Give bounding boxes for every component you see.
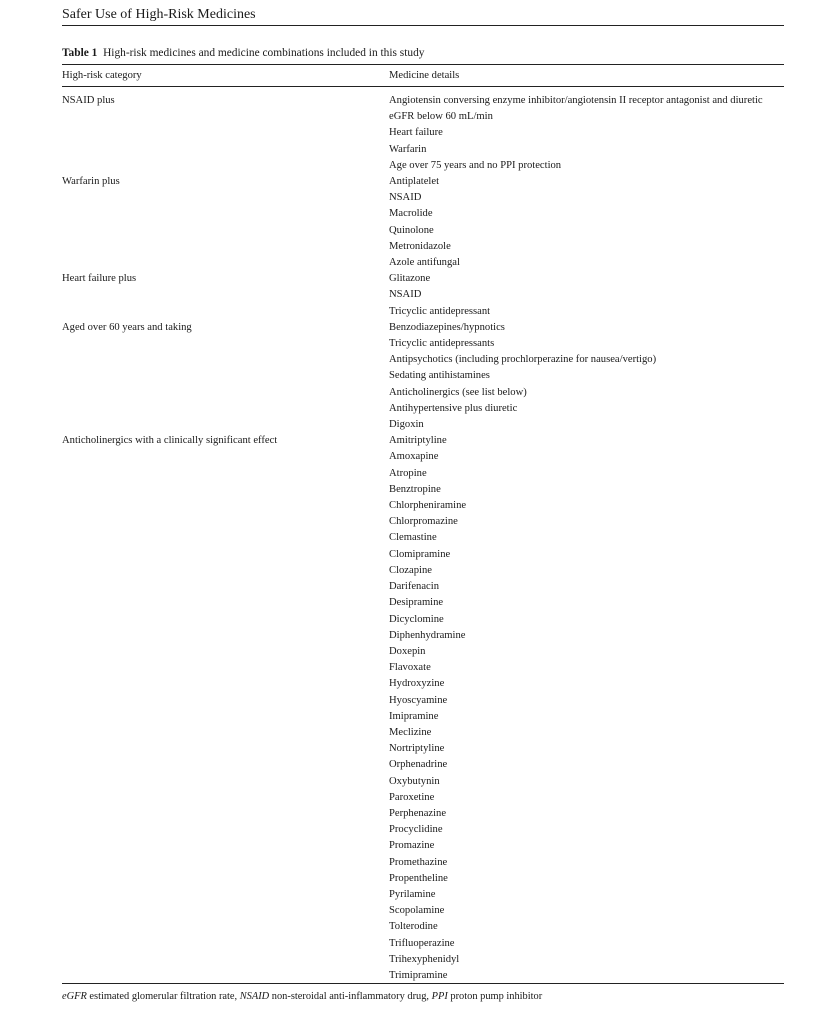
footnote-abbreviation: PPI xyxy=(431,991,448,1002)
medicine-detail: Pyrilamine xyxy=(389,888,436,900)
medicine-detail: Nortriptyline xyxy=(389,743,445,755)
column-header-details: Medicine details xyxy=(389,70,460,81)
table-caption-text: High-risk medicines and medicine combinations included in this study xyxy=(103,47,425,59)
footnote-abbreviation: NSAID xyxy=(239,991,270,1002)
table-body xyxy=(62,93,784,984)
medicine-detail: Trimipramine xyxy=(389,969,448,981)
medicine-detail: Age over 75 years and no PPI protection xyxy=(389,159,562,171)
table-row xyxy=(62,174,784,271)
medicine-detail: Azole antifungal xyxy=(389,257,460,269)
medicine-detail: Trifluoperazine xyxy=(389,937,455,949)
medicine-detail: Sedating antihistamines xyxy=(389,370,490,382)
medicine-detail: Antihypertensive plus diuretic xyxy=(389,402,518,414)
medicine-detail: Hyoscyamine xyxy=(389,694,448,706)
footnote-abbreviation: eGFR xyxy=(62,991,87,1002)
details-cell xyxy=(389,174,784,271)
table-row xyxy=(62,271,784,320)
header-rule xyxy=(62,25,784,26)
medicine-detail: Trihexyphenidyl xyxy=(389,953,460,965)
medicine-detail: Imipramine xyxy=(389,710,439,722)
running-head: Safer Use of High-Risk Medicines xyxy=(62,7,256,22)
medicine-detail: Scopolamine xyxy=(389,905,445,917)
medicine-detail: Antiplatelet xyxy=(389,176,440,188)
medicine-detail: Warfarin xyxy=(389,143,427,155)
medicine-detail: Desipramine xyxy=(389,597,444,609)
details-cell xyxy=(389,433,784,984)
medicine-detail: Promethazine xyxy=(389,856,448,868)
medicine-detail: Clozapine xyxy=(389,564,432,576)
table-bottom-rule xyxy=(62,983,784,984)
medicine-detail: Clemastine xyxy=(389,532,437,544)
category-cell: Warfarin plus xyxy=(62,176,120,188)
medicine-detail: Promazine xyxy=(389,840,435,852)
footnote-definition: non-steroidal anti-inflammatory drug, xyxy=(269,991,432,1002)
category-cell: NSAID plus xyxy=(62,95,115,106)
medicine-detail: Anticholinergics (see list below) xyxy=(389,386,527,398)
medicine-detail: Tricyclic antidepressants xyxy=(389,338,495,350)
medicine-detail: NSAID xyxy=(389,289,422,301)
medicine-detail: Benztropine xyxy=(389,483,441,495)
medicine-detail: Angiotensin conversing enzyme inhibitor/angiotensin II receptor antagonist and diuretic xyxy=(389,95,763,106)
medicine-detail: Chlorpheniramine xyxy=(389,500,467,512)
column-header-category: High-risk category xyxy=(62,70,142,81)
medicine-detail: Atropine xyxy=(389,467,427,479)
medicine-detail: Heart failure xyxy=(389,127,443,139)
table-row xyxy=(62,93,784,174)
table-caption xyxy=(62,46,782,60)
medicine-detail: Digoxin xyxy=(389,419,424,431)
footnote-definition: proton pump inhibitor xyxy=(447,991,543,1002)
medicine-detail: Metronidazole xyxy=(389,240,451,252)
footnote-definition: estimated glomerular filtration rate, xyxy=(86,991,240,1002)
medicine-detail: Tolterodine xyxy=(389,921,438,933)
medicine-detail: Flavoxate xyxy=(389,662,431,674)
table-top-rule xyxy=(62,64,784,65)
medicine-detail: eGFR below 60 mL/min xyxy=(389,111,493,123)
table-row xyxy=(62,320,784,433)
medicine-detail: Procyclidine xyxy=(389,824,443,836)
medicine-detail: Antipsychotics (including prochlorperazine for nausea/vertigo) xyxy=(389,354,657,366)
medicine-detail: Paroxetine xyxy=(389,791,435,803)
category-cell: Aged over 60 years and taking xyxy=(62,321,192,333)
medicine-detail: Perphenazine xyxy=(389,807,447,819)
medicine-detail: Clomipramine xyxy=(389,548,451,560)
medicine-detail: Darifenacin xyxy=(389,581,439,593)
medicine-detail: Macrolide xyxy=(389,208,433,220)
medicine-detail: Diphenhydramine xyxy=(389,629,466,641)
category-cell: Anticholinergics with a clinically significant effect xyxy=(62,435,278,447)
medicine-detail: Benzodiazepines/hypnotics xyxy=(389,321,505,333)
medicine-detail: Propentheline xyxy=(389,872,448,884)
details-cell xyxy=(389,271,784,320)
table-row xyxy=(62,433,784,984)
medicine-detail: Chlorpromazine xyxy=(389,516,458,528)
table-header-rule xyxy=(62,86,784,87)
details-cell xyxy=(389,320,784,433)
medicine-detail: Orphenadrine xyxy=(389,759,448,771)
medicine-detail: Hydroxyzine xyxy=(389,678,445,690)
medicine-detail: NSAID xyxy=(389,192,422,204)
details-cell xyxy=(389,93,784,174)
medicine-detail: Tricyclic antidepressant xyxy=(389,305,491,317)
medicine-detail: Glitazone xyxy=(389,273,431,285)
medicine-detail: Doxepin xyxy=(389,645,426,657)
category-cell: Heart failure plus xyxy=(62,273,137,285)
medicine-detail: Quinolone xyxy=(389,224,434,236)
table-footnote xyxy=(62,990,784,1003)
medicine-detail: Meclizine xyxy=(389,726,432,738)
medicine-detail: Oxybutynin xyxy=(389,775,440,787)
medicine-detail: Amitriptyline xyxy=(389,435,447,447)
table-label: Table 1 xyxy=(62,47,98,59)
medicine-detail: Amoxapine xyxy=(389,451,439,463)
medicine-detail: Dicyclomine xyxy=(389,613,444,625)
